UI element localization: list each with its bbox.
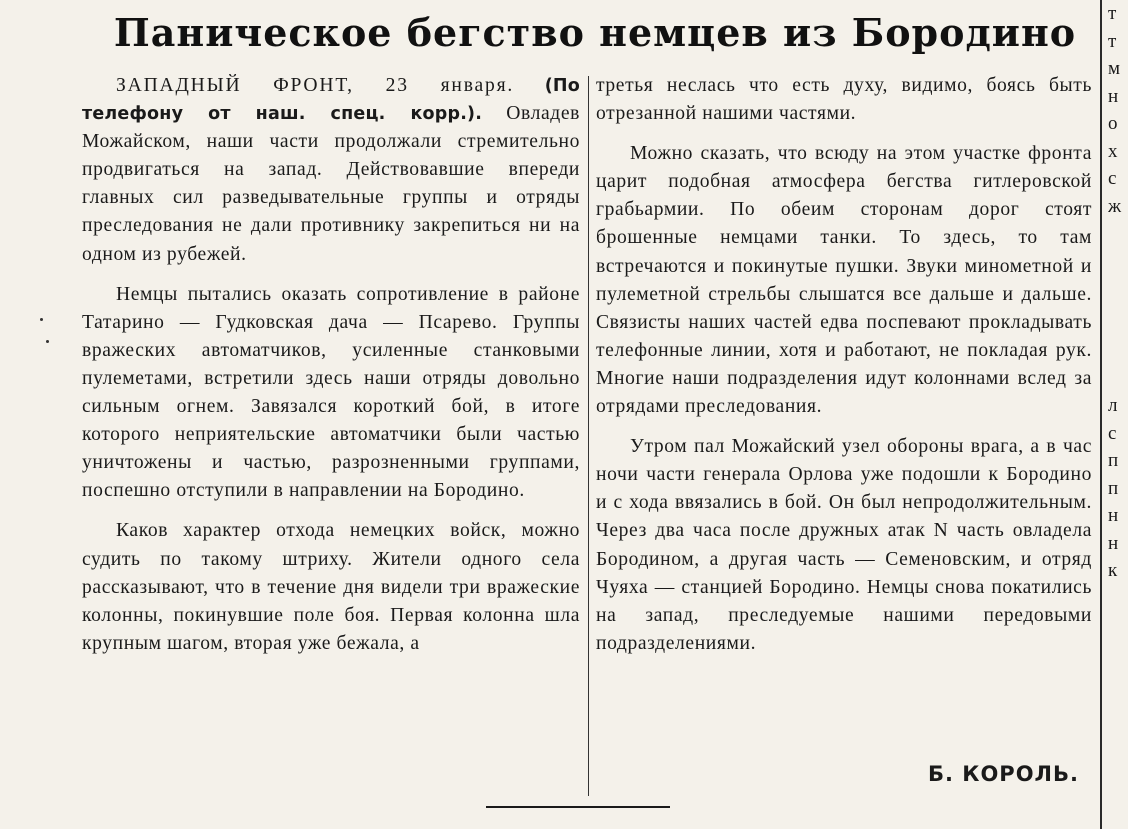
paragraph-2: Немцы пытались оказать сопротивление в районе Татарино — Гудковская дача — Псарево. Группы вражеских автоматчиков, усиленные станковыми пулеметами, встретили здесь наши отряды довольно сильным огнем. Завязался короткий бой, в итоге которого неприятельские автоматчики были частью уничтожены и частью, разрозненными группами, поспешно отступили в направлении на Бородино. <box>82 283 580 502</box>
print-speck <box>46 340 49 343</box>
source-note: (По телефону от наш. спец. корр.). <box>82 76 581 125</box>
paragraph-1-text: Овладев Можайском, наши части продолжали стремительно продвигаться на запад. Действовавшие впереди главных сил разведывательные группы и отряды преследования не дали противнику закрепиться ни на одном из рубежей. <box>82 103 581 265</box>
page-column-rule <box>1100 0 1102 829</box>
paragraph-5: Утром пал Можайский узел обороны врага, а в час ночи части генерала Орлова уже подошли к Бородино и с хода ввязались в бой. Он был непродолжительным. Через два часа после дружных атак N часть овладела Бородином, а другая часть — Семеновским, и отряд Чуяха — станцией Бородино. Немцы снова покатились на запад, преследуемые нашими передовыми подразделениями. <box>596 436 1092 654</box>
column-divider <box>588 76 589 796</box>
print-speck <box>40 318 43 321</box>
author-signature: Б. КОРОЛЬ. <box>928 762 1079 786</box>
article-column-left <box>82 72 580 670</box>
dateline: ЗАПАДНЫЙ ФРОНТ, 23 января. <box>116 75 515 96</box>
paragraph-1 <box>82 72 580 269</box>
paragraph-3: Каков характер отхода немецких войск, можно судить по такому штриху. Жители одного села рассказывают, что в течение дня видели три вражеские колонны, покинувшие поле боя. Первая колонна шла крупным шагом, вторая уже бежала, а <box>82 520 580 654</box>
article-column-right <box>596 72 1092 670</box>
paragraph-3-continued: третья неслась что есть духу, видимо, боясь быть отрезанной нашими частями. <box>596 75 1092 125</box>
end-rule <box>486 806 670 808</box>
adjacent-column-fragment-top: т т м н о х с ж <box>1108 3 1122 217</box>
adjacent-column-fragment-middle: л с п п н н к <box>1108 395 1119 581</box>
headline: Паническое бегство немцев из Бородино <box>113 10 1077 55</box>
paragraph-4: Можно сказать, что всюду на этом участке фронта царит подобная атмосфера бегства гитлеровской грабьармии. По обеим сторонам дорог стоят брошенные немцами танки. То здесь, то там встречаются и покинутые пушки. Звуки минометной и пулеметной стрельбы слышатся все дальше и дальше. Связисты наших частей едва поспевают прокладывать телефонные линии, хотя и работают, не покладая рук. Многие наши подразделения идут колоннами вслед за отрядами преследования. <box>596 143 1092 418</box>
